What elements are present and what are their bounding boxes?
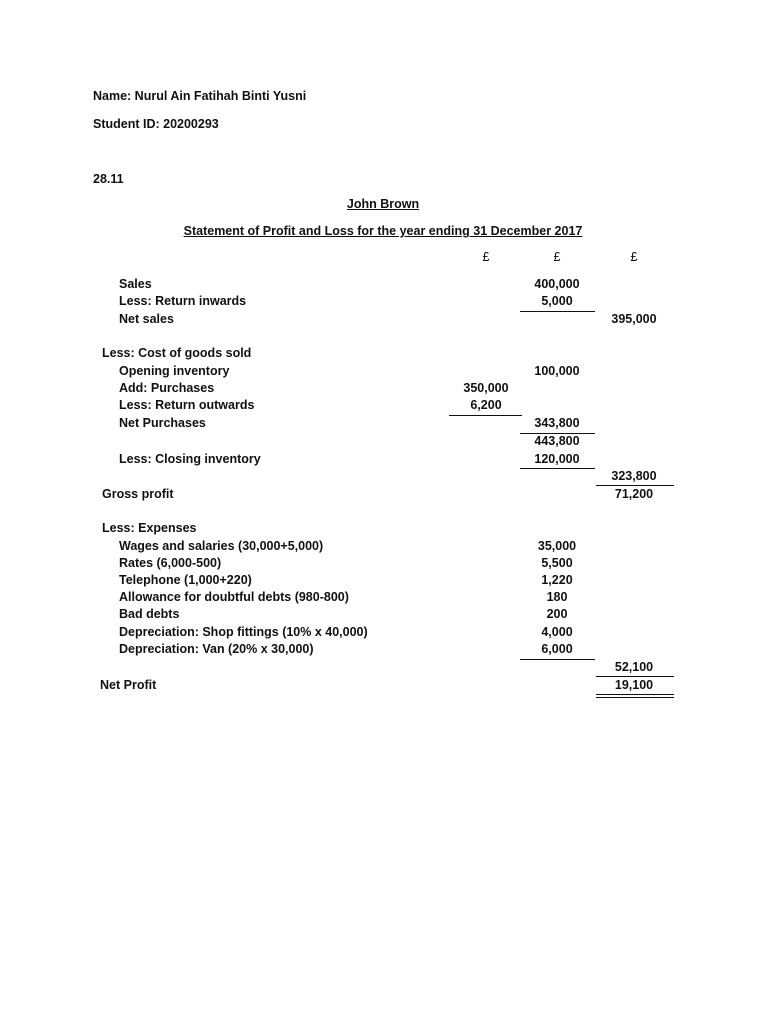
expense-allowance-value: 180	[546, 590, 568, 604]
return-outwards-value: 6,200	[470, 398, 502, 412]
net-purchases-label: Net Purchases	[119, 416, 206, 430]
rule-after-expenses	[520, 659, 595, 660]
cogs-heading: Less: Cost of goods sold	[102, 346, 252, 360]
net-profit-double-rule-bottom	[596, 697, 674, 698]
gross-profit-value: 71,200	[614, 487, 654, 501]
purchases-value: 350,000	[463, 381, 509, 395]
opening-inventory-value: 100,000	[534, 364, 580, 378]
expense-rates-value: 5,500	[541, 556, 573, 570]
return-outwards-label: Less: Return outwards	[119, 398, 255, 412]
net-purchases-value: 343,800	[534, 416, 580, 430]
currency-header-col2: £	[553, 250, 561, 264]
closing-inventory-value: 120,000	[534, 452, 580, 466]
sales-value: 400,000	[534, 277, 580, 291]
expense-wages-label: Wages and salaries (30,000+5,000)	[119, 539, 324, 553]
expense-rates-label: Rates (6,000-500)	[119, 556, 222, 570]
cogs-total-value: 323,800	[611, 469, 657, 483]
expense-telephone-label: Telephone (1,000+220)	[119, 573, 252, 587]
expense-depr-van-label: Depreciation: Van (20% x 30,000)	[119, 642, 314, 656]
currency-header-col3: £	[630, 250, 638, 264]
rule-after-closing-inventory	[520, 468, 595, 469]
student-name: Name: Nurul Ain Fatihah Binti Yusni	[93, 89, 307, 103]
return-inwards-label: Less: Return inwards	[119, 294, 247, 308]
net-sales-label: Net sales	[119, 312, 174, 326]
expense-telephone-value: 1,220	[541, 573, 573, 587]
net-sales-value: 395,000	[611, 312, 657, 326]
gross-profit-label: Gross profit	[102, 487, 174, 501]
rule-after-return-inwards	[520, 311, 595, 312]
statement-subtitle: Statement of Profit and Loss for the year ending 31 December 2017	[183, 224, 583, 238]
rule-after-return-outwards	[449, 415, 522, 416]
expense-allowance-label: Allowance for doubtful debts (980-800)	[119, 590, 349, 604]
purchases-label: Add: Purchases	[119, 381, 215, 395]
student-id: Student ID: 20200293	[93, 117, 219, 131]
net-profit-double-rule-top	[596, 694, 674, 695]
expenses-heading: Less: Expenses	[102, 521, 197, 535]
sales-label: Sales	[119, 277, 152, 291]
rule-after-expenses-total	[596, 676, 674, 677]
net-profit-value: 19,100	[614, 678, 654, 692]
statement-title: John Brown	[346, 197, 420, 211]
currency-header-col1: £	[482, 250, 490, 264]
expense-depr-van-value: 6,000	[541, 642, 573, 656]
question-number: 28.11	[93, 172, 124, 186]
expense-depr-shop-value: 4,000	[541, 625, 573, 639]
rule-after-cogs-total	[596, 485, 674, 486]
expense-bad-debts-label: Bad debts	[119, 607, 180, 621]
expense-bad-debts-value: 200	[546, 607, 568, 621]
expense-wages-value: 35,000	[537, 539, 577, 553]
closing-inventory-label: Less: Closing inventory	[119, 452, 261, 466]
expenses-total-value: 52,100	[614, 660, 654, 674]
net-profit-label: Net Profit	[100, 678, 157, 692]
return-inwards-value: 5,000	[541, 294, 573, 308]
expense-depr-shop-label: Depreciation: Shop fittings (10% x 40,000)	[119, 625, 368, 639]
opening-inventory-label: Opening inventory	[119, 364, 230, 378]
goods-available-value: 443,800	[534, 434, 580, 448]
